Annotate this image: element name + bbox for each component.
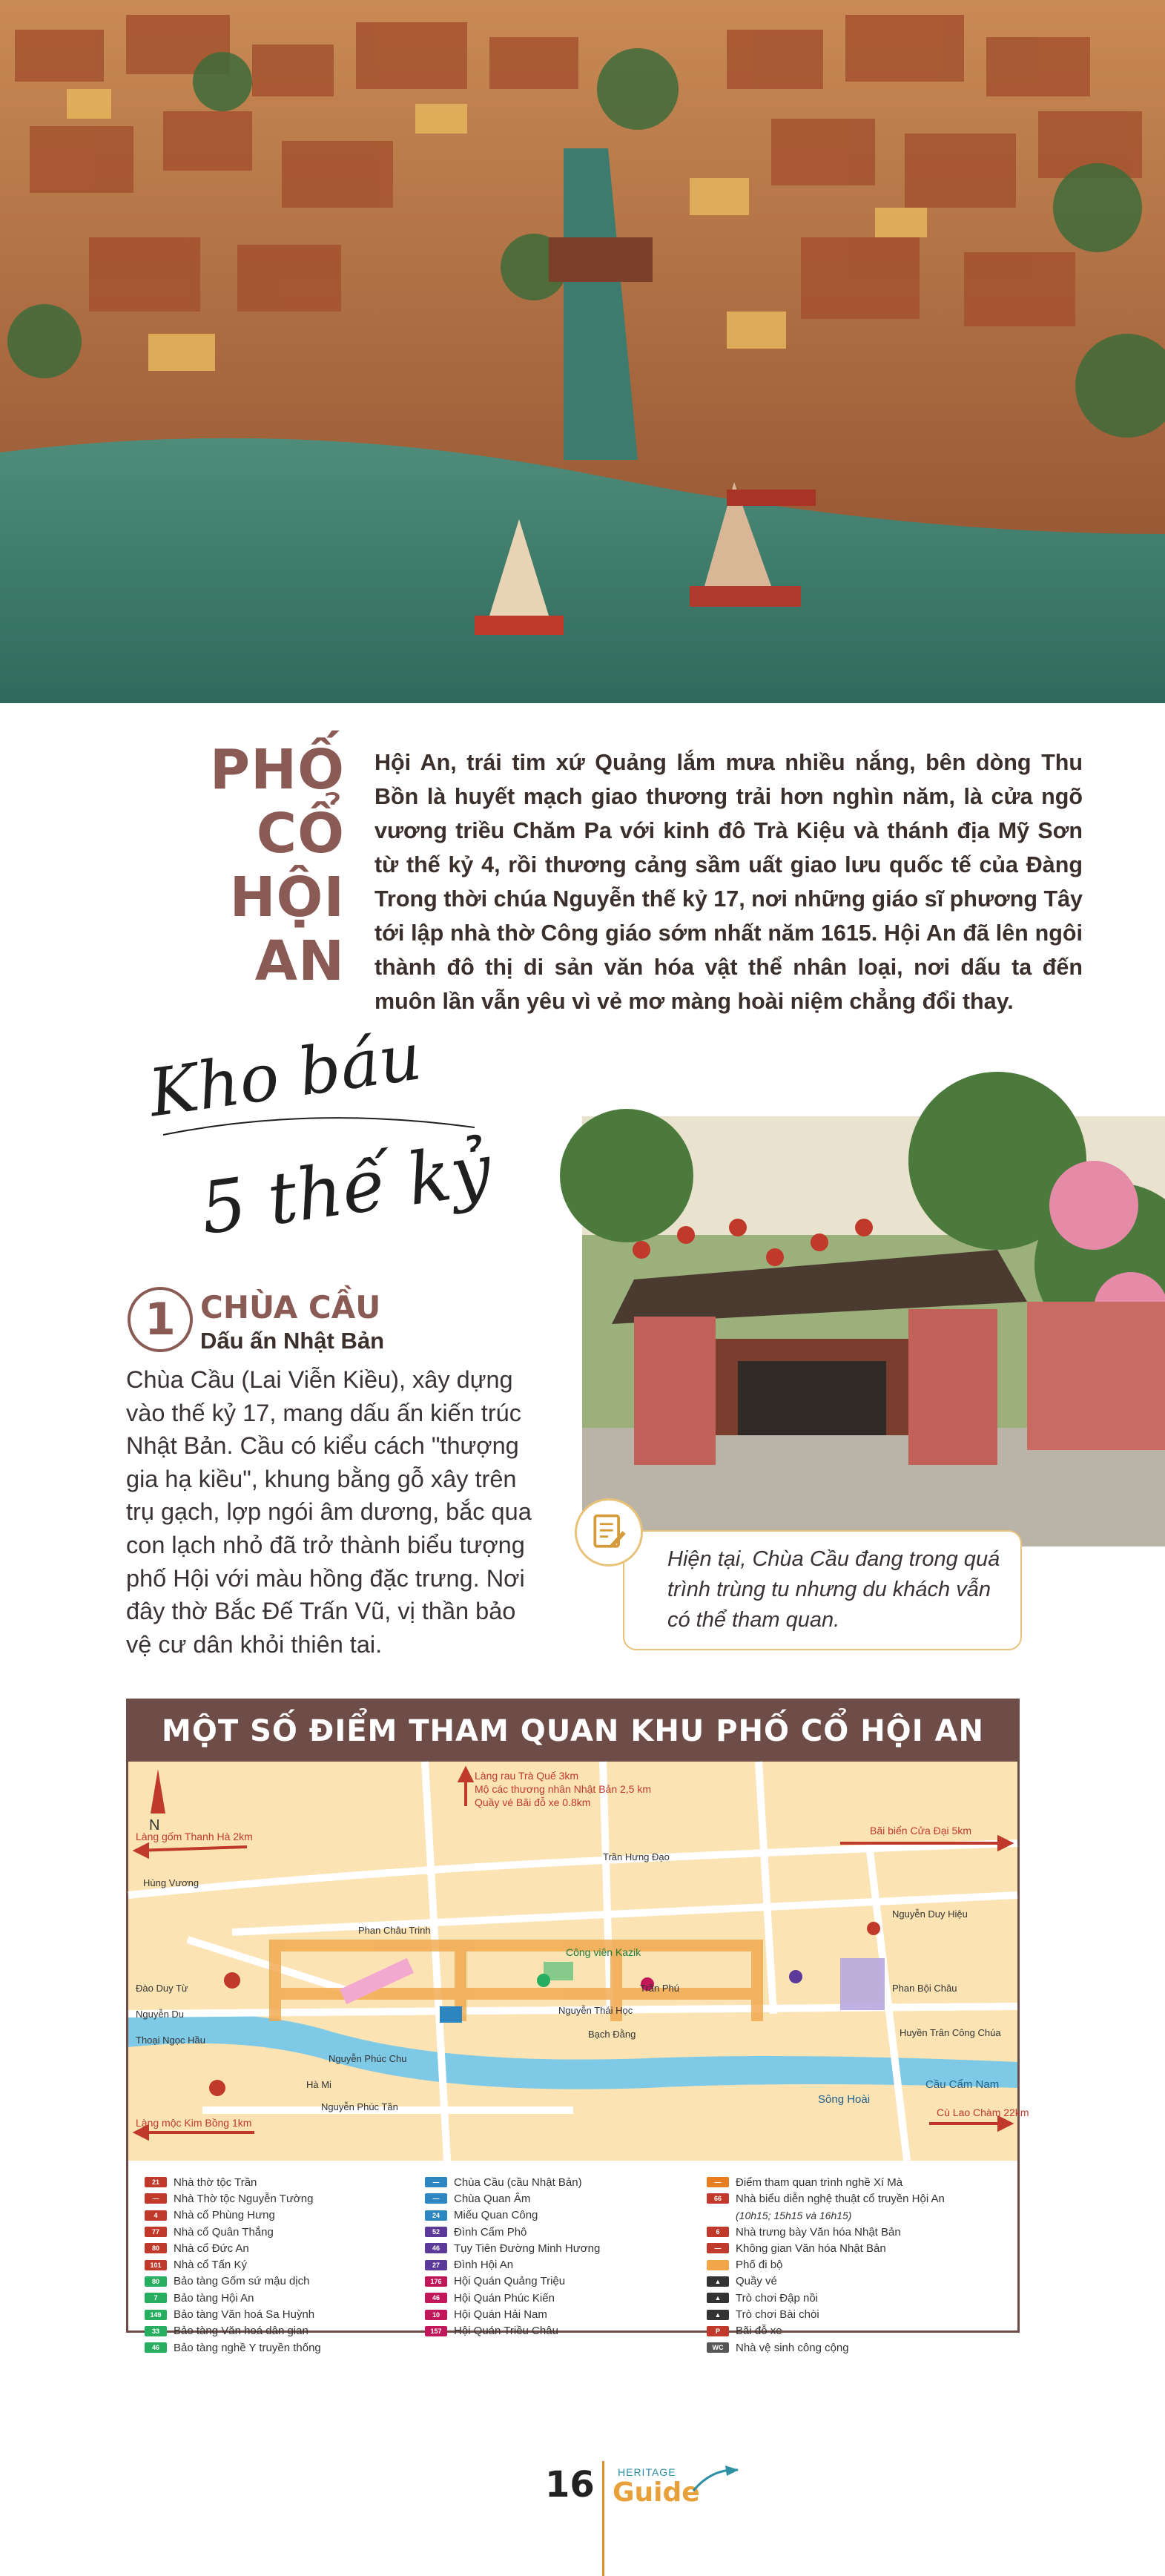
legend-item: [707, 2339, 945, 2356]
legend-label: Bảo tàng Văn hoá dân gian: [174, 2325, 308, 2338]
street-hung-vuong: Hùng Vương: [143, 1877, 199, 1888]
street-thoai-ngoc-hau: Thoại Ngọc Hầu: [136, 2035, 205, 2046]
legend-item: [707, 2240, 945, 2256]
legend-swatch: ▲: [707, 2310, 729, 2320]
legend-swatch: —: [707, 2243, 729, 2253]
legend-swatch: 66: [707, 2193, 729, 2204]
intro-paragraph: Hội An, trái tim xứ Quảng lắm mưa nhiều nắng, bên dòng Thu Bồn là huyết mạch giao thương trải hơn nghìn năm, là cửa ngõ vương triều Chăm Pa với kinh đô Trà Kiệu và thánh địa Mỹ Sơn từ thế kỷ 4, rồi thương cảng sầm uất giao lưu quốc tế của Đàng Trong thời chúa Nguyễn thế kỷ 17, nơi những giáo sĩ phương Tây tới lập nhà thờ Công giáo sớm nhất năm 1615. Hội An đã lên ngôi thành đô thị di sản văn hóa vật thể nhân loại, nơi dấu ta đến muôn lần vẫn yêu vì vẻ mơ màng hoài niệm chẳng đổi thay.: [374, 750, 1083, 1014]
legend-item: [145, 2224, 321, 2240]
legend-item: [425, 2207, 600, 2224]
legend-swatch: 176: [425, 2276, 447, 2287]
map-legend: [128, 2168, 1017, 2354]
legend-swatch: 149: [145, 2310, 167, 2320]
page-title: [185, 738, 345, 993]
legend-item: [425, 2290, 600, 2306]
legend-label: Nhà trưng bày Văn hóa Nhật Bản: [736, 2225, 901, 2239]
section-subtitle: Dấu ấn Nhật Bản: [200, 1328, 385, 1354]
legend-swatch: WC: [707, 2342, 729, 2353]
title-line-1: PHỐ: [209, 738, 345, 802]
street-huyen-tran: Huyền Trân Công Chúa: [900, 2027, 1001, 2038]
legend-label: Hội Quán Quảng Triệu: [454, 2275, 566, 2288]
legend-item: [425, 2224, 600, 2240]
legend-item: [707, 2323, 945, 2339]
legend-item: [707, 2190, 945, 2207]
legend-item: [145, 2190, 321, 2207]
street-ha-mi: Hà Mi: [306, 2079, 331, 2090]
legend-item: [145, 2290, 321, 2306]
legend-swatch: 52: [425, 2227, 447, 2237]
legend-label: Hội Quán Triều Châu: [454, 2325, 558, 2338]
street-bach-dang: Bạch Đằng: [588, 2029, 636, 2040]
page-number: 16: [545, 2464, 595, 2506]
legend-item: [145, 2323, 321, 2339]
legend-label: Trò chơi Đập nồi: [736, 2291, 818, 2305]
legend-item: [707, 2290, 945, 2306]
legend-label: Bảo tàng Văn hoá Sa Huỳnh: [174, 2308, 315, 2322]
legend-item: [707, 2256, 945, 2273]
legend-item: [707, 2224, 945, 2240]
legend-label: Nhà cổ Đức An: [174, 2241, 249, 2255]
brand-tagline: HERITAGE: [618, 2466, 676, 2478]
legend-label: Nhà thờ tộc Trần: [174, 2175, 257, 2189]
legend-column-3: [707, 2174, 945, 2356]
script-line-2: 5 thế kỷ: [195, 1127, 497, 1251]
legend-swatch: —: [425, 2177, 447, 2187]
hero-aerial-photo: [0, 0, 1165, 703]
legend-item: [425, 2256, 600, 2273]
label-kim-bong: Làng mộc Kim Bồng 1km: [136, 2117, 252, 2129]
legend-item: [145, 2256, 321, 2273]
legend-item: [425, 2174, 600, 2190]
legend-label: Bảo tàng Hội An: [174, 2291, 254, 2305]
script-subtitle: [133, 986, 519, 1268]
legend-item: [145, 2273, 321, 2290]
legend-label: Chùa Cầu (cầu Nhật Bản): [454, 2175, 582, 2189]
legend-label: Nhà biểu diễn nghệ thuật cổ truyền Hội An: [736, 2192, 945, 2205]
label-tra-que: Làng rau Trà Quế 3km: [475, 1770, 579, 1782]
legend-label: (10h15; 15h15 và 16h15): [736, 2209, 852, 2221]
legend-swatch: [707, 2210, 729, 2221]
legend-item: [145, 2339, 321, 2356]
label-cong-vien: Công viên Kazik: [566, 1946, 641, 1958]
brand-logo-text: Guide: [613, 2477, 700, 2508]
legend-swatch: ▲: [707, 2293, 729, 2303]
title-line-3: HỘI: [229, 866, 345, 929]
legend-swatch: 33: [145, 2326, 167, 2336]
legend-label: Nhà cổ Phùng Hưng: [174, 2209, 275, 2222]
street-nguyen-phuc-chu: Nguyễn Phúc Chu: [329, 2053, 407, 2064]
legend-label: Phố đi bộ: [736, 2259, 783, 2272]
label-cua-dai: Bãi biển Cửa Đại 5km: [870, 1825, 971, 1837]
legend-label: Bảo tàng nghề Y truyền thống: [174, 2341, 321, 2354]
legend-item: [425, 2190, 600, 2207]
legend-label: Bảo tàng Gốm sứ mậu dịch: [174, 2275, 310, 2288]
section-title: CHÙA CẦU: [200, 1289, 381, 1325]
north-label: N: [149, 1817, 160, 1834]
legend-swatch: —: [707, 2177, 729, 2187]
legend-label: Nhà Thờ tộc Nguyễn Tường: [174, 2192, 314, 2205]
legend-item: [145, 2240, 321, 2256]
legend-label: Nhà cổ Quân Thắng: [174, 2225, 274, 2239]
map-header: MỘT SỐ ĐIỂM THAM QUAN KHU PHỐ CỔ HỘI AN: [128, 1701, 1017, 1762]
legend-label: Không gian Văn hóa Nhật Bản: [736, 2241, 886, 2255]
legend-swatch: 10: [425, 2310, 447, 2320]
bridge-photo: [582, 1116, 1165, 1546]
legend-label: Đình Cẩm Phô: [454, 2225, 527, 2239]
legend-label: Hội Quán Hải Nam: [454, 2308, 547, 2322]
label-quay-ve: Quầy vé Bãi đỗ xe 0.8km: [475, 1796, 591, 1808]
street-nguyen-thai-hoc: Nguyễn Thái Học: [558, 2005, 633, 2016]
legend-label: Tụy Tiên Đường Minh Hương: [454, 2241, 601, 2255]
map-panel: [126, 1699, 1029, 2354]
tourist-map: [128, 1762, 1029, 2161]
street-nguyen-phuc-tan: Nguyễn Phúc Tần: [321, 2101, 398, 2112]
legend-label: Trò chơi Bài chòi: [736, 2308, 819, 2322]
legend-swatch: 21: [145, 2177, 167, 2187]
street-tran-hung-dao: Trần Hưng Đạo: [603, 1851, 670, 1862]
title-line-4: AN: [254, 929, 345, 993]
legend-swatch: 7: [145, 2293, 167, 2303]
legend-label: Miếu Quan Công: [454, 2209, 538, 2222]
legend-column-1: [145, 2174, 321, 2356]
legend-swatch: 4: [145, 2210, 167, 2221]
label-song-hoai: Sông Hoài: [818, 2093, 871, 2106]
legend-item: [707, 2174, 945, 2190]
legend-swatch: 27: [425, 2260, 447, 2270]
label-cam-nam: Cầu Cẩm Nam: [925, 2078, 1000, 2091]
script-line-1: Kho báu: [144, 1018, 426, 1132]
legend-swatch: ▲: [707, 2276, 729, 2287]
legend-label: Hội Quán Phúc Kiến: [454, 2291, 555, 2305]
legend-item: [145, 2306, 321, 2322]
legend-swatch: 157: [425, 2326, 447, 2336]
legend-item: [707, 2306, 945, 2322]
footer-divider: [602, 2461, 604, 2576]
street-tran-phu: Trần Phú: [640, 1983, 679, 1994]
legend-item: [145, 2174, 321, 2190]
legend-item: [425, 2240, 600, 2256]
legend-item: [145, 2207, 321, 2224]
legend-swatch: —: [425, 2193, 447, 2204]
street-phan-boi-chau: Phan Bội Châu: [892, 1983, 957, 1994]
legend-swatch: 80: [145, 2243, 167, 2253]
legend-label: Nhà vệ sinh công cộng: [736, 2341, 849, 2354]
label-mo-thuong-nhan: Mộ các thương nhân Nhật Bản 2,5 km: [475, 1783, 652, 1795]
legend-swatch: 24: [425, 2210, 447, 2221]
title-line-2: CỔ: [256, 802, 345, 866]
legend-item: [425, 2306, 600, 2322]
legend-label: Đình Hội An: [454, 2259, 514, 2272]
legend-label: Điểm tham quan trình nghề Xí Mà: [736, 2175, 903, 2189]
legend-column-2: [425, 2174, 600, 2339]
street-nguyen-du: Nguyễn Du: [136, 2009, 185, 2020]
legend-swatch: —: [145, 2193, 167, 2204]
legend-item: [425, 2323, 600, 2339]
legend-label: Nhà cổ Tấn Ký: [174, 2259, 247, 2272]
legend-swatch: 46: [425, 2293, 447, 2303]
legend-swatch: P: [707, 2326, 729, 2336]
legend-label: Quầy vé: [736, 2275, 777, 2288]
street-dao-duy-tu: Đào Duy Từ: [136, 1983, 188, 1994]
caption-text: Hiện tại, Chùa Cầu đang trong quá trình trùng tu nhưng du khách vẫn có thể tham quan.: [667, 1547, 1000, 1632]
section-body: Chùa Cầu (Lai Viễn Kiều), xây dựng vào thế kỷ 17, mang dấu ấn kiến trúc Nhật Bản. Cầu có kiểu cách "thượng gia hạ kiều", khung bằng gỗ xây trên trụ gạch, lợp ngói âm dương, bắc qua con lạch nhỏ đã trở thành biểu tượng phố Hội với màu hồng đặc trưng. Nơi đây thờ Bắc Đế Trấn Vũ, vị thần bảo vệ cư dân khỏi thiên tai.: [126, 1366, 532, 1658]
legend-swatch: 46: [425, 2243, 447, 2253]
legend-swatch: [707, 2260, 729, 2270]
label-cu-lao-cham: Cù Lao Chàm 22km: [937, 2106, 1029, 2118]
legend-item: [707, 2207, 945, 2224]
legend-swatch: 80: [145, 2276, 167, 2287]
street-phan-chau-trinh: Phan Châu Trinh: [358, 1925, 431, 1936]
legend-swatch: 6: [707, 2227, 729, 2237]
legend-swatch: 101: [145, 2260, 167, 2270]
section-number: 1: [128, 1287, 193, 1352]
legend-label: Chùa Quan Âm: [454, 2192, 531, 2205]
note-pencil-icon: [575, 1498, 643, 1567]
legend-swatch: 77: [145, 2227, 167, 2237]
label-thanh-ha: Làng gốm Thanh Hà 2km: [136, 1831, 253, 1842]
legend-label: Bãi đỗ xe: [736, 2325, 782, 2338]
legend-item: [707, 2273, 945, 2290]
legend-item: [425, 2273, 600, 2290]
legend-swatch: 46: [145, 2342, 167, 2353]
plane-icon: [690, 2461, 742, 2498]
street-nguyen-duy-hieu: Nguyễn Duy Hiệu: [892, 1908, 968, 1920]
